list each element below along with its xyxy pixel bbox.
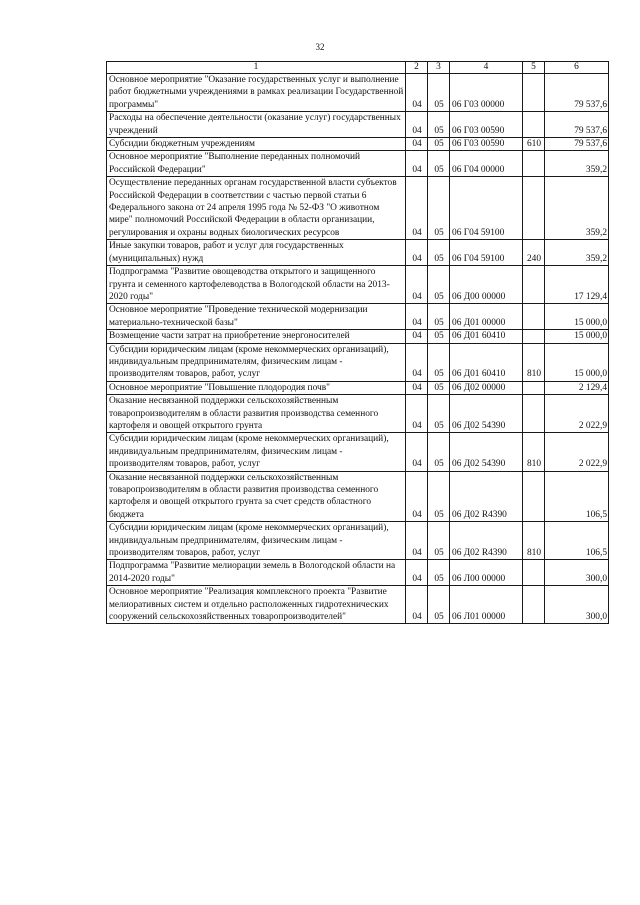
table-row	[107, 343, 609, 381]
amount-cell: 359,2	[545, 240, 609, 266]
subsection-code-cell: 05	[428, 74, 450, 112]
amount-cell: 106,5	[545, 522, 609, 560]
item-name-cell: Оказание несвязанной поддержки сельскохозяйственным товаропроизводителям в области развития производства семенного картофеля и овощей открытого грунта за счет средств областного бюджета	[107, 471, 406, 522]
subsection-code-cell: 05	[428, 471, 450, 522]
item-name-cell: Подпрограмма "Развитие овощеводства открытого и защищенного грунта и семенного картофелеводства в Вологодской области на 2013-2020 годы"	[107, 266, 406, 304]
expense-type-code-cell: 810	[523, 433, 545, 471]
amount-cell: 300,0	[545, 586, 609, 624]
item-name-cell: Субсидии юридическим лицам (кроме некоммерческих организаций), индивидуальным предпринимателям, физическим лицам - производителям товаров, работ, услуг	[107, 522, 406, 560]
expense-type-code-cell: 810	[523, 522, 545, 560]
target-article-code-cell: 06 Л01 00000	[450, 586, 523, 624]
subsection-code-cell: 05	[428, 151, 450, 177]
item-name-cell: Осуществление переданных органам государственной власти субъектов Российской Федерации в соответствии с частью первой статьи 6 Федерального закона от 24 апреля 1995 года № 52-ФЗ "О животном мире" полномочий Российской Федерации в области организации, регулирования и охраны водных биологических ресурсов	[107, 177, 406, 240]
section-code-cell: 04	[406, 240, 428, 266]
header-cell-1: 1	[107, 62, 406, 74]
expense-type-code-cell: 240	[523, 240, 545, 266]
table-row	[107, 471, 609, 522]
table-row	[107, 177, 609, 240]
subsection-code-cell: 05	[428, 304, 450, 330]
target-article-code-cell: 06 Г03 00590	[450, 138, 523, 151]
section-code-cell: 04	[406, 381, 428, 394]
target-article-code-cell: 06 Д01 00000	[450, 304, 523, 330]
amount-cell: 359,2	[545, 151, 609, 177]
table-row	[107, 266, 609, 304]
section-code-cell: 04	[406, 560, 428, 586]
section-code-cell: 04	[406, 74, 428, 112]
header-cell-5: 5	[523, 62, 545, 74]
amount-cell: 17 129,4	[545, 266, 609, 304]
expense-type-code-cell	[523, 586, 545, 624]
section-code-cell: 04	[406, 112, 428, 138]
expense-type-code-cell	[523, 560, 545, 586]
section-code-cell: 04	[406, 343, 428, 381]
subsection-code-cell: 05	[428, 266, 450, 304]
table-row	[107, 433, 609, 471]
target-article-code-cell: 06 Д02 R4390	[450, 522, 523, 560]
amount-cell: 15 000,0	[545, 343, 609, 381]
item-name-cell: Субсидии бюджетным учреждениям	[107, 138, 406, 151]
amount-cell: 300,0	[545, 560, 609, 586]
target-article-code-cell: 06 Д01 60410	[450, 343, 523, 381]
amount-cell: 2 022,9	[545, 395, 609, 433]
expense-type-code-cell	[523, 177, 545, 240]
target-article-code-cell: 06 Л00 00000	[450, 560, 523, 586]
amount-cell: 79 537,6	[545, 138, 609, 151]
amount-cell: 106,5	[545, 471, 609, 522]
table-row	[107, 304, 609, 330]
header-cell-2: 2	[406, 62, 428, 74]
subsection-code-cell: 05	[428, 586, 450, 624]
table-header-row	[107, 62, 609, 74]
expense-type-code-cell: 610	[523, 138, 545, 151]
expense-type-code-cell	[523, 266, 545, 304]
table-row	[107, 395, 609, 433]
target-article-code-cell: 06 Д01 60410	[450, 330, 523, 343]
target-article-code-cell: 06 Г03 00000	[450, 74, 523, 112]
expense-type-code-cell	[523, 381, 545, 394]
amount-cell: 15 000,0	[545, 330, 609, 343]
table-body	[107, 74, 609, 624]
target-article-code-cell: 06 Г03 00590	[450, 112, 523, 138]
table-row	[107, 240, 609, 266]
target-article-code-cell: 06 Д02 54390	[450, 395, 523, 433]
target-article-code-cell: 06 Д02 54390	[450, 433, 523, 471]
subsection-code-cell: 05	[428, 381, 450, 394]
amount-cell: 359,2	[545, 177, 609, 240]
item-name-cell: Субсидии юридическим лицам (кроме некоммерческих организаций), индивидуальным предпринимателям, физическим лицам - производителям товаров, работ, услуг	[107, 343, 406, 381]
target-article-code-cell: 06 Г04 59100	[450, 240, 523, 266]
subsection-code-cell: 05	[428, 330, 450, 343]
table-row	[107, 381, 609, 394]
subsection-code-cell: 05	[428, 177, 450, 240]
header-cell-4: 4	[450, 62, 523, 74]
amount-cell: 2 129,4	[545, 381, 609, 394]
target-article-code-cell: 06 Д02 R4390	[450, 471, 523, 522]
section-code-cell: 04	[406, 177, 428, 240]
table-row	[107, 330, 609, 343]
table-row	[107, 151, 609, 177]
subsection-code-cell: 05	[428, 343, 450, 381]
expense-type-code-cell	[523, 395, 545, 433]
item-name-cell: Оказание несвязанной поддержки сельскохозяйственным товаропроизводителям в области развития производства семенного картофеля и овощей открытого грунта	[107, 395, 406, 433]
amount-cell: 2 022,9	[545, 433, 609, 471]
header-cell-3: 3	[428, 62, 450, 74]
table-row	[107, 138, 609, 151]
item-name-cell: Основное мероприятие "Оказание государственных услуг и выполнение работ бюджетными учреждениями в рамках реализации Государственной программы"	[107, 74, 406, 112]
expense-type-code-cell	[523, 471, 545, 522]
table-row	[107, 522, 609, 560]
amount-cell: 79 537,6	[545, 112, 609, 138]
target-article-code-cell: 06 Г04 59100	[450, 177, 523, 240]
expense-type-code-cell	[523, 112, 545, 138]
section-code-cell: 04	[406, 304, 428, 330]
section-code-cell: 04	[406, 395, 428, 433]
section-code-cell: 04	[406, 330, 428, 343]
expense-type-code-cell: 810	[523, 343, 545, 381]
budget-table	[106, 61, 609, 624]
item-name-cell: Возмещение части затрат на приобретение энергоносителей	[107, 330, 406, 343]
item-name-cell: Основное мероприятие "Повышение плодородия почв"	[107, 381, 406, 394]
table-row	[107, 74, 609, 112]
subsection-code-cell: 05	[428, 138, 450, 151]
section-code-cell: 04	[406, 266, 428, 304]
item-name-cell: Основное мероприятие "Реализация комплексного проекта "Развитие мелиоративных систем и отдельно расположенных гидротехнических сооружений сельскохозяйственных товаропроизводителей"	[107, 586, 406, 624]
expense-type-code-cell	[523, 304, 545, 330]
subsection-code-cell: 05	[428, 560, 450, 586]
item-name-cell: Субсидии юридическим лицам (кроме некоммерческих организаций), индивидуальным предпринимателям, физическим лицам - производителям товаров, работ, услуг	[107, 433, 406, 471]
subsection-code-cell: 05	[428, 395, 450, 433]
header-cell-6: 6	[545, 62, 609, 74]
item-name-cell: Иные закупки товаров, работ и услуг для государственных (муниципальных) нужд	[107, 240, 406, 266]
item-name-cell: Подпрограмма "Развитие мелиорации земель в Вологодской области на 2014-2020 годы"	[107, 560, 406, 586]
target-article-code-cell: 06 Д02 00000	[450, 381, 523, 394]
section-code-cell: 04	[406, 522, 428, 560]
table-row	[107, 560, 609, 586]
amount-cell: 79 537,6	[545, 74, 609, 112]
item-name-cell: Основное мероприятие "Проведение технической модернизации материально-технической базы"	[107, 304, 406, 330]
section-code-cell: 04	[406, 471, 428, 522]
subsection-code-cell: 05	[428, 522, 450, 560]
item-name-cell: Основное мероприятие "Выполнение переданных полномочий Российской Федерации"	[107, 151, 406, 177]
section-code-cell: 04	[406, 586, 428, 624]
page-number: 32	[315, 42, 325, 52]
section-code-cell: 04	[406, 151, 428, 177]
target-article-code-cell: 06 Д00 00000	[450, 266, 523, 304]
section-code-cell: 04	[406, 433, 428, 471]
expense-type-code-cell	[523, 74, 545, 112]
section-code-cell: 04	[406, 138, 428, 151]
target-article-code-cell: 06 Г04 00000	[450, 151, 523, 177]
item-name-cell: Расходы на обеспечение деятельности (оказание услуг) государственных учреждений	[107, 112, 406, 138]
subsection-code-cell: 05	[428, 240, 450, 266]
subsection-code-cell: 05	[428, 433, 450, 471]
amount-cell: 15 000,0	[545, 304, 609, 330]
table-row	[107, 586, 609, 624]
subsection-code-cell: 05	[428, 112, 450, 138]
table-row	[107, 112, 609, 138]
expense-type-code-cell	[523, 330, 545, 343]
expense-type-code-cell	[523, 151, 545, 177]
